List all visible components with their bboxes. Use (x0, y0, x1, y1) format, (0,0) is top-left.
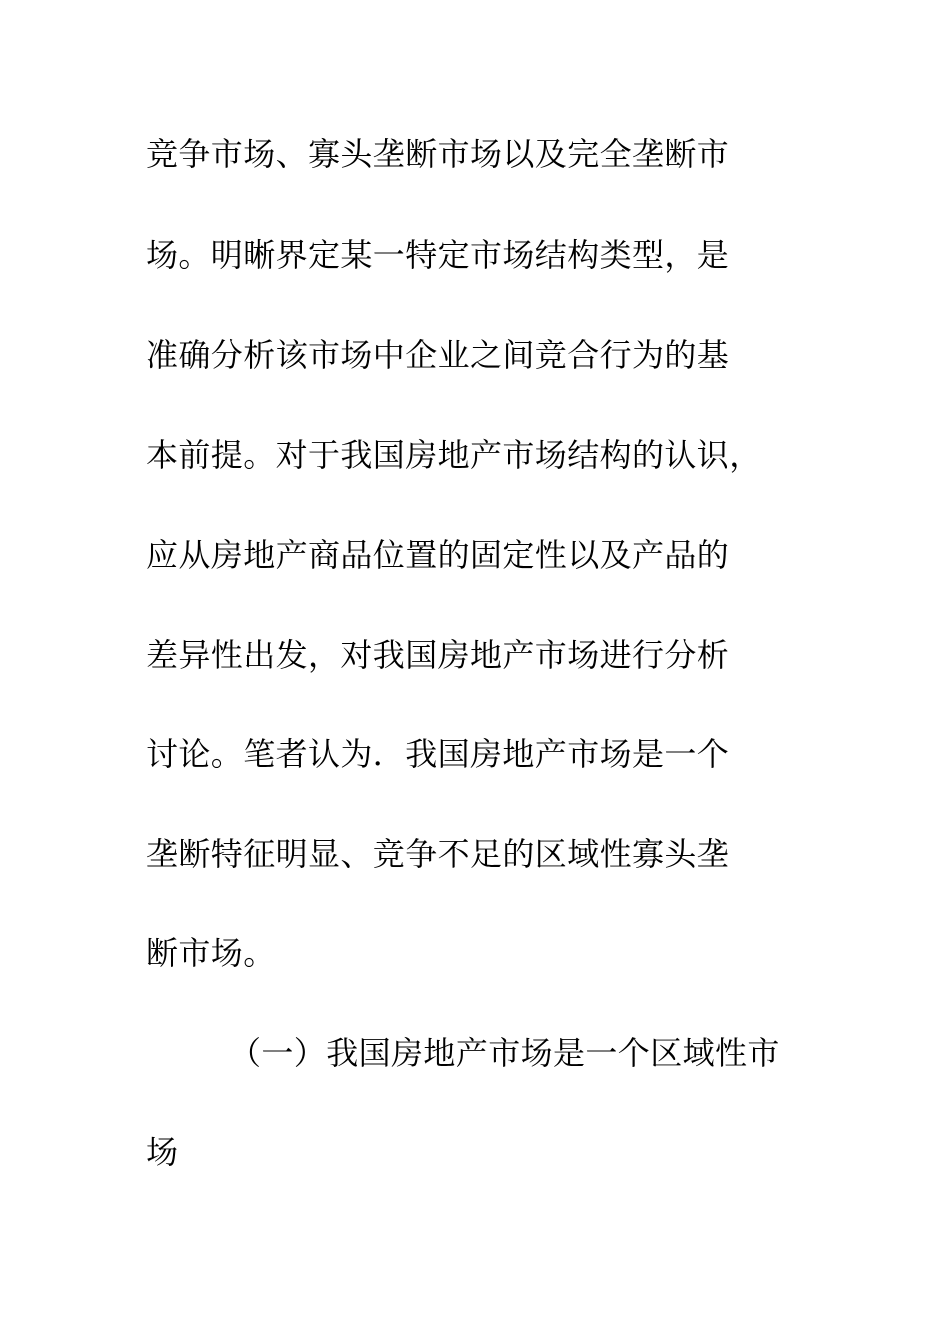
section-heading-continuation: 场 (146, 1133, 179, 1171)
paragraph-line: 准确分析该市场中企业之间竞合行为的基 (146, 336, 730, 374)
paragraph-line: 竞争市场、寡头垄断市场以及完全垄断市 (146, 135, 730, 173)
paragraph-line: 场。明晰界定某一特定市场结构类型，是 (146, 236, 730, 274)
paragraph-line: 断市场。 (146, 934, 276, 972)
paragraph-line: 差异性出发，对我国房地产市场进行分析 (146, 636, 730, 674)
paragraph-line: 应从房地产商品位置的固定性以及产品的 (146, 536, 730, 574)
paragraph-line: 本前提。对于我国房地产市场结构的认识， (146, 436, 762, 474)
paragraph-line: 垄断特征明显、竞争不足的区域性寡头垄 (146, 835, 730, 873)
section-heading: （一）我国房地产市场是一个区域性市 (229, 1034, 780, 1072)
paragraph-line: 讨论。笔者认为．我国房地产市场是一个 (146, 735, 730, 773)
